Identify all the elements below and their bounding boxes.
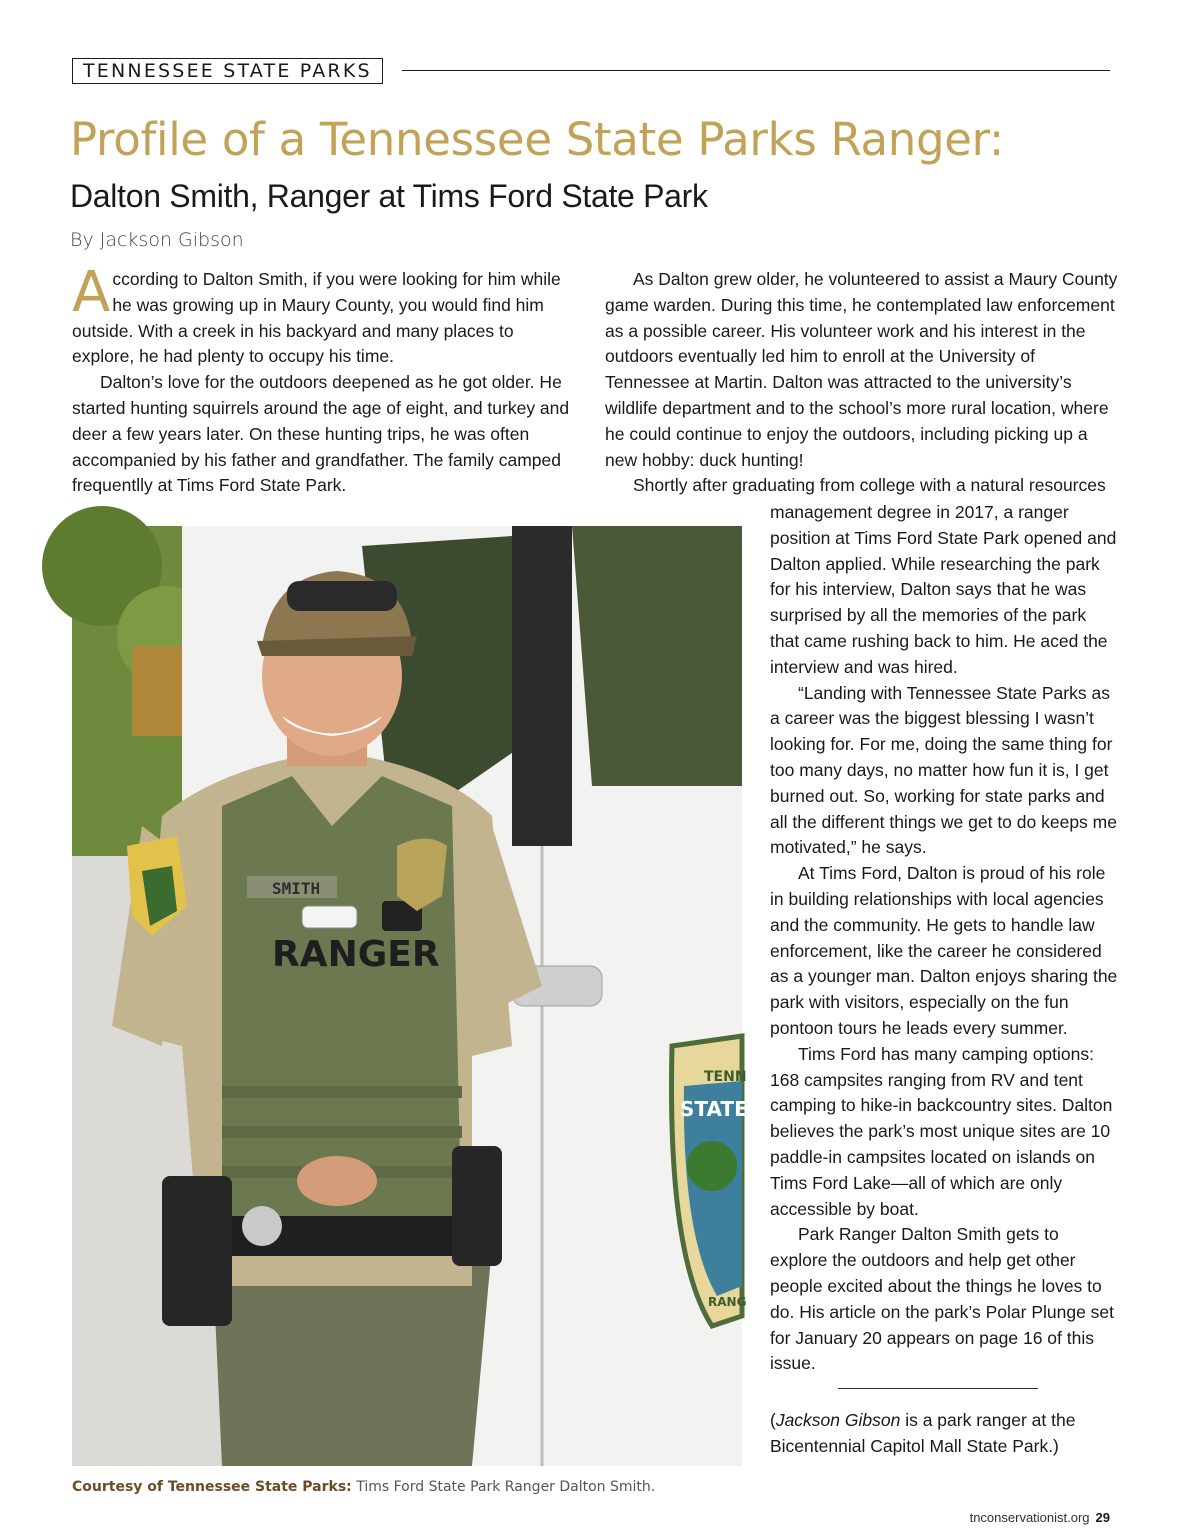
footer-site: tnconservationist.org	[969, 1510, 1090, 1525]
byline: By Jackson Gibson	[70, 229, 244, 251]
page-number: 29	[1095, 1510, 1110, 1525]
drop-cap: A	[72, 260, 111, 325]
paragraph: Dalton’s love for the outdoors deepened as he got older. He started hunting squirrels around the age of eight, and turkey and deer a few years later. On these hunting trips, he was often accompanied by his father and grandfather. The family camped frequentlly at Tims Ford State Park.	[72, 372, 570, 496]
paragraph: management degree in 2017, a ranger position at Tims Ford State Park opened and Dalton applied. While researching the park for his interview, Dalton says that he was surprised by all the memories of the park that came rushing back to him. He aced the interview and was hired.	[770, 502, 1117, 677]
paragraph: Park Ranger Dalton Smith gets to explore the outdoors and help get other people excited about the things he loves to do. His article on the park’s Polar Plunge set for January 20 appears on page 16 of this issue.	[770, 1224, 1115, 1374]
paragraph: “Landing with Tennessee State Parks as a career was the biggest blessing I wasn’t looking for. For me, doing the same thing for too many days, no matter how fun it is, I get burned out. So, working for state parks and all the different things we get to do keeps me motivated,” he says.	[770, 682, 1117, 858]
door-text-top: TENN	[704, 1069, 747, 1085]
paragraph: According to Dalton Smith, if you were looking for him while he was growing up in Maury County, you would find him outside. With a creek in his backyard and many places to explore, he had plenty to occupy his time.	[72, 260, 561, 367]
bio-divider	[838, 1388, 1038, 1389]
article-subtitle: Dalton Smith, Ranger at Tims Ford State Park	[70, 178, 708, 214]
author-bio: (Jackson Gibson is a park ranger at the Bicentennial Capitol Mall State Park.)	[770, 1410, 1076, 1456]
section-label: TENNESSEE STATE PARKS	[72, 58, 383, 84]
column-2	[605, 267, 1120, 499]
caption-credit: Courtesy of Tennessee State Parks:	[72, 1479, 352, 1495]
article-title: Profile of a Tennessee State Parks Ranger:	[70, 113, 1004, 166]
vest-name: SMITH	[272, 879, 321, 898]
paragraph: Tims Ford has many camping options: 168 campsites ranging from RV and tent camping to hike-in backcountry sites. Dalton believes the park’s most unique sites are 10 paddle-in campsites located on islands on Tims Ford Lake—all of which are only accessible by boat.	[770, 1043, 1113, 1219]
ranger-photo	[72, 526, 748, 1466]
photo-caption	[72, 1479, 655, 1495]
column-3	[770, 500, 1120, 1377]
page-footer	[970, 1510, 1110, 1525]
door-text-mid: STATE	[680, 1097, 748, 1121]
header-rule	[402, 70, 1110, 71]
paragraph: As Dalton grew older, he volunteered to assist a Maury County game warden. During this time, he contemplated law enforcement as a possible career. His volunteer work and his interest in the outdoors eventually led him to enroll at the University of Tennessee at Martin. Dalton was attracted to the university’s wildlife department and to the school’s more rural location, where he could continue to enjoy the outdoors, including picking up a new hobby: duck hunting!	[605, 269, 1118, 470]
caption-text: Tims Ford State Park Ranger Dalton Smith.	[351, 1479, 656, 1495]
door-text-bottom: RANG	[708, 1295, 747, 1309]
column-1	[72, 260, 572, 499]
vest-label: RANGER	[272, 934, 440, 975]
paragraph: At Tims Ford, Dalton is proud of his role in building relationships with local agencies and the community. He gets to handle law enforcement, like the career he considered as a younger man. Dalton enjoys sharing the park with visitors, especially on the fun pontoon tours he leads every summer.	[770, 863, 1118, 1038]
paragraph: Shortly after graduating from college with a natural resources	[633, 475, 1106, 496]
author-name: Jackson Gibson	[775, 1410, 901, 1430]
